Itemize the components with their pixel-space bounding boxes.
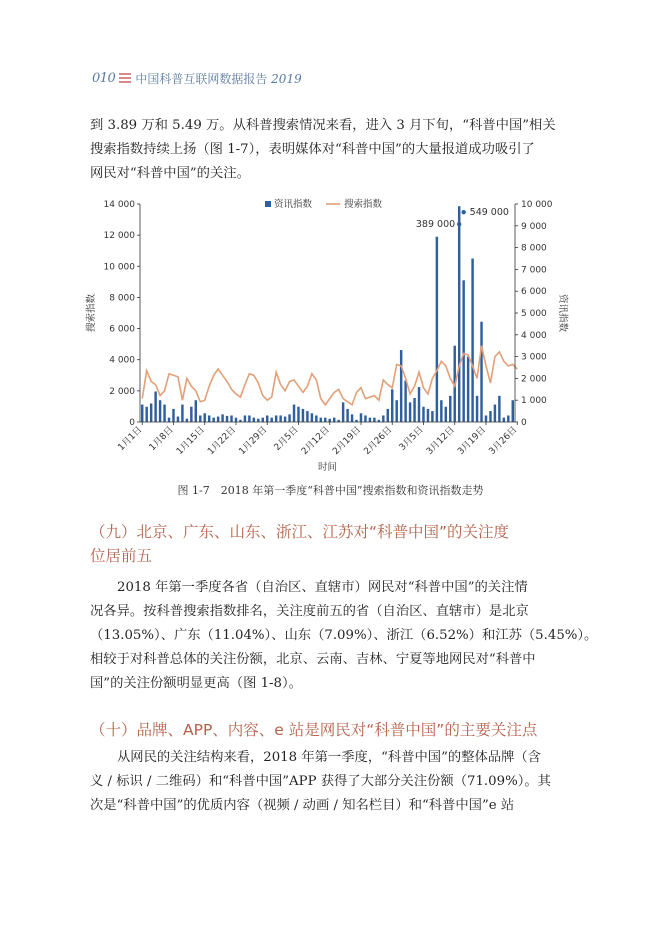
legend-line-label: 搜索指数	[344, 199, 383, 210]
left-tick-label: 10 000	[103, 262, 135, 273]
x-tick-label: 2月5日	[272, 425, 301, 453]
bar	[253, 418, 255, 422]
bar	[436, 237, 438, 422]
right-tick-label: 4 000	[521, 330, 547, 341]
bar	[168, 418, 170, 422]
bar	[404, 381, 406, 422]
page-header	[92, 68, 302, 88]
paragraph-line: 网民对“科普中国”的关注。	[90, 166, 250, 181]
bar	[342, 402, 344, 422]
paragraph-line: 次是“科普中国”的优质内容（视频 / 动画 / 知名栏目）和“科普中国”e 站	[90, 798, 515, 813]
paragraph-line: 从网民的关注结构来看，2018 年第一季度，“科普中国”的整体品牌（含	[117, 750, 541, 765]
running-title-year: 2019	[271, 71, 302, 86]
x-tick-label: 2月26日	[362, 425, 395, 458]
bar	[262, 418, 264, 422]
bar	[476, 396, 478, 422]
x-tick-label: 1月15日	[174, 425, 207, 458]
bar	[462, 280, 464, 422]
right-tick-label: 0	[521, 418, 527, 428]
bar	[204, 413, 206, 422]
figure-caption: 图 1-7 2018 年第一季度“科普中国”搜索指数和资讯指数走势	[177, 484, 484, 497]
bar	[409, 402, 411, 422]
bar	[333, 418, 335, 422]
bar	[351, 414, 353, 422]
right-tick-label: 1 000	[521, 396, 547, 407]
bar	[485, 415, 487, 422]
bar	[503, 418, 505, 422]
bar	[449, 396, 451, 422]
paragraph-line: 到 3.89 万和 5.49 万。从科普搜索情况来看，进入 3 月下旬，“科普中国”相关	[90, 118, 556, 133]
paragraph-line: 国”的关注份额明显更高（图 1-8）。	[90, 676, 302, 691]
figure-1-7-chart	[78, 192, 578, 476]
bar	[284, 417, 286, 422]
bar	[387, 409, 389, 422]
paragraph-structure	[90, 746, 578, 818]
bar	[445, 407, 447, 422]
bar	[512, 400, 514, 422]
right-tick-label: 3 000	[521, 352, 547, 363]
left-tick-label: 12 000	[103, 231, 135, 242]
bar	[391, 389, 393, 422]
x-tick-label: 1月8日	[147, 425, 176, 453]
bar	[431, 411, 433, 422]
bar	[306, 411, 308, 422]
bar	[498, 396, 500, 422]
bar	[163, 405, 165, 422]
right-tick-label: 2 000	[521, 374, 547, 385]
paragraph-line: 况各异。按科普搜索指数排名，关注度前五的省（自治区、直辖市）是北京	[90, 604, 529, 619]
right-tick-label: 6 000	[521, 287, 547, 298]
bar	[181, 405, 183, 422]
bar	[311, 413, 313, 422]
running-title-text: 中国科普互联网数据报告	[135, 71, 268, 86]
right-tick-label: 7 000	[521, 265, 547, 276]
bar	[480, 322, 482, 422]
x-tick-label: 3月12日	[424, 425, 457, 458]
bar	[489, 411, 491, 422]
right-tick-label: 9 000	[521, 221, 547, 232]
left-tick-label: 14 000	[103, 200, 135, 210]
bar	[195, 400, 197, 422]
bar	[427, 409, 429, 422]
bar	[248, 415, 250, 422]
bar	[145, 407, 147, 422]
paragraph-line: 搜索指数持续上扬（图 1-7），表明媒体对“科普中国”的大量报道成功吸引了	[90, 142, 535, 157]
bar	[458, 206, 460, 422]
bar	[177, 417, 179, 422]
left-tick-label: 8 000	[109, 293, 135, 304]
annotation-label: 549 000	[469, 207, 509, 219]
annotation-marker	[457, 222, 461, 226]
x-tick-label: 3月19日	[456, 425, 489, 458]
bar	[400, 350, 402, 422]
page-number: 010	[92, 70, 116, 86]
running-title	[135, 70, 301, 87]
annotation-marker	[461, 210, 465, 214]
bar	[471, 259, 473, 423]
section-heading-10	[90, 718, 580, 742]
bar	[382, 415, 384, 422]
heading-line: 位居前五	[90, 547, 153, 565]
bar	[208, 415, 210, 422]
bar	[422, 407, 424, 422]
bar	[302, 409, 304, 422]
bar	[288, 414, 290, 422]
bar	[315, 415, 317, 422]
legend-bar-swatch	[265, 201, 271, 207]
bar	[221, 414, 223, 422]
left-tick-label: 2 000	[109, 386, 135, 397]
bar	[172, 409, 174, 422]
paragraph-line: （13.05%）、广东（11.04%）、山东（7.09%）、浙江（6.52%）和江苏（5.45%）。	[90, 628, 598, 643]
bar	[507, 415, 509, 422]
bar	[190, 407, 192, 422]
x-tick-label: 1月1日	[116, 425, 145, 453]
bar	[217, 417, 219, 422]
paragraph-intro	[90, 114, 578, 186]
bar	[154, 391, 156, 422]
axes	[85, 198, 569, 473]
bar	[346, 409, 348, 422]
bar	[150, 403, 152, 422]
bar	[141, 405, 143, 422]
bar	[297, 407, 299, 422]
bar	[230, 415, 232, 422]
left-tick-label: 4 000	[109, 355, 135, 366]
bar	[418, 387, 420, 422]
bar	[270, 418, 272, 422]
bar	[212, 418, 214, 422]
heading-line: （十）品牌、APP、内容、e 站是网民对“科普中国”的主要关注点	[90, 721, 538, 739]
bar	[360, 413, 362, 422]
paragraph-line: 相较于对科普总体的关注份额，北京、云南、吉林、宁夏等地网民对“科普中	[90, 652, 536, 667]
line-series	[142, 346, 517, 405]
bar	[159, 400, 161, 422]
x-tick-label: 1月29日	[237, 425, 270, 458]
bar	[440, 400, 442, 422]
bar	[266, 415, 268, 422]
right-tick-label: 5 000	[521, 309, 547, 319]
bar	[320, 418, 322, 422]
annotation-label: 389 000	[415, 219, 456, 231]
right-tick-label: 8 000	[521, 243, 547, 254]
bar	[329, 419, 331, 422]
paragraph-line: 义 / 标识 / 二维码）和“科普中国”APP 获得了大部分关注份额（71.09%）。其	[90, 774, 551, 789]
right-tick-label: 10 000	[521, 200, 553, 210]
bar	[395, 400, 397, 422]
bar	[279, 415, 281, 422]
left-tick-label: 6 000	[109, 324, 135, 335]
bar	[226, 416, 228, 422]
legend-bar-label: 资讯指数	[274, 199, 313, 210]
bar	[369, 418, 371, 422]
paragraph-provinces	[90, 576, 598, 696]
bar	[413, 398, 415, 422]
bar	[186, 419, 188, 422]
x-tick-label: 3月26日	[487, 425, 520, 458]
left-axis-title: 搜索指数	[86, 293, 97, 333]
x-axis-title: 时间	[317, 462, 338, 473]
x-tick-label: 1月22日	[206, 425, 239, 458]
paragraph-line: 2018 年第一季度各省（自治区、直辖市）网民对“科普中国”的关注情	[117, 580, 528, 595]
bar	[275, 415, 277, 422]
section-heading-9	[90, 520, 580, 568]
right-axis-title: 资讯指数	[557, 293, 568, 333]
x-tick-label: 2月19日	[331, 425, 364, 458]
bar	[494, 405, 496, 422]
bar	[467, 357, 469, 422]
x-tick-label: 3月5日	[397, 425, 426, 453]
search-index-line	[142, 346, 517, 405]
x-tick-label: 2月12日	[299, 425, 332, 458]
bar	[324, 418, 326, 422]
bar	[257, 419, 259, 422]
bar	[235, 418, 237, 422]
bar	[364, 415, 366, 422]
bar	[244, 415, 246, 422]
left-tick-label: 0	[129, 418, 135, 428]
bar-series	[141, 206, 514, 422]
bar	[199, 415, 201, 422]
bar	[373, 418, 375, 422]
header-ornament-icon	[119, 73, 131, 83]
bar	[293, 405, 295, 422]
heading-line: （九）北京、广东、山东、浙江、江苏对“科普中国”的关注度	[90, 523, 510, 541]
